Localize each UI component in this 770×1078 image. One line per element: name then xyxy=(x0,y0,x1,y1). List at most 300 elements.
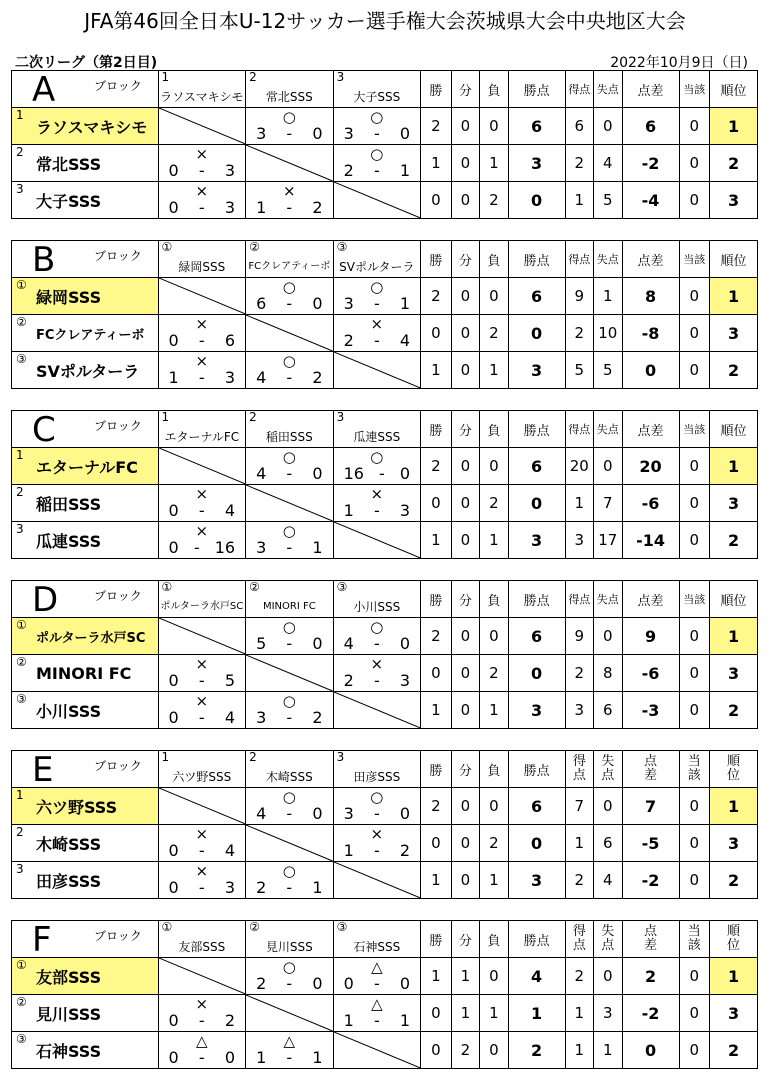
score-against: 1 xyxy=(399,1011,411,1030)
opponent-name: 田彦SSS xyxy=(353,770,401,784)
score-dash: - xyxy=(193,538,200,557)
self-match-cell xyxy=(158,618,246,655)
score-for: 0 xyxy=(168,198,179,217)
team-cell xyxy=(12,692,159,729)
stat-loss: 2 xyxy=(480,485,508,522)
score-against: 1 xyxy=(312,878,323,897)
stat-rank: 1 xyxy=(710,958,758,995)
score-dash: - xyxy=(373,161,380,180)
team-number: ② xyxy=(16,995,27,1009)
block-label-cell xyxy=(12,921,159,958)
opponent-number: 3 xyxy=(336,750,345,764)
score-dash: - xyxy=(198,331,205,350)
score-for: 2 xyxy=(343,161,354,180)
stat-header-gd: 点差 xyxy=(622,71,679,108)
team-number: 1 xyxy=(16,108,24,122)
stat-loss: 2 xyxy=(480,182,508,219)
stat-rank: 2 xyxy=(710,352,758,389)
block-label-cell xyxy=(12,71,159,108)
score-for: 0 xyxy=(168,671,179,690)
stat-ga: 0 xyxy=(594,788,622,825)
team-row xyxy=(12,1032,758,1069)
stat-gd: -6 xyxy=(622,655,679,692)
stat-gd: 7 xyxy=(622,788,679,825)
stat-header-h2h: 当該 xyxy=(679,411,710,448)
stat-points: 1 xyxy=(508,995,565,1032)
team-cell xyxy=(12,958,159,995)
diagonal-line xyxy=(159,788,246,824)
result-symbol: ○ xyxy=(370,618,384,636)
opponent-header xyxy=(246,411,334,448)
match-result-cell xyxy=(158,182,246,219)
match-result-cell xyxy=(158,862,246,899)
score-dash: - xyxy=(373,841,380,860)
score-dash: - xyxy=(373,1011,380,1030)
score-against: 0 xyxy=(399,974,411,993)
opponent-header xyxy=(333,241,421,278)
team-number: ② xyxy=(16,655,27,669)
stat-win: 0 xyxy=(421,825,452,862)
self-match-cell xyxy=(246,655,334,692)
stat-loss: 0 xyxy=(480,958,508,995)
stat-ga: 0 xyxy=(594,958,622,995)
score-against: 16 xyxy=(214,538,236,557)
team-number: 2 xyxy=(16,145,24,159)
stat-header-draw: 分 xyxy=(451,71,479,108)
stat-header-gd: 点 差 xyxy=(622,751,679,788)
stat-ga: 0 xyxy=(594,108,622,145)
result-symbol: ○ xyxy=(370,278,384,296)
score-against: 4 xyxy=(224,501,236,520)
opponent-header xyxy=(246,241,334,278)
stat-gf: 1 xyxy=(565,182,593,219)
block-header-row xyxy=(12,921,758,958)
stat-header-ga: 失点 xyxy=(594,581,622,618)
team-row xyxy=(12,315,758,352)
opponent-name: SVポルターラ xyxy=(339,260,415,274)
stat-draw: 0 xyxy=(451,352,479,389)
block-word: ブロック xyxy=(94,589,142,603)
stat-header-win: 勝 xyxy=(421,751,452,788)
opponent-number: ③ xyxy=(336,920,348,934)
match-score xyxy=(159,879,246,897)
team-row xyxy=(12,448,758,485)
stat-draw: 2 xyxy=(451,1032,479,1069)
team-row xyxy=(12,108,758,145)
match-score xyxy=(159,332,246,350)
stat-win: 0 xyxy=(421,995,452,1032)
stat-draw: 1 xyxy=(451,958,479,995)
team-cell xyxy=(12,315,159,352)
score-against: 6 xyxy=(224,331,236,350)
stat-header-ga: 失 点 xyxy=(594,751,622,788)
score-for: 4 xyxy=(343,634,354,653)
result-symbol: ○ xyxy=(370,788,384,806)
stat-points: 6 xyxy=(508,108,565,145)
team-number: 3 xyxy=(16,522,24,536)
stat-draw: 0 xyxy=(451,315,479,352)
team-row xyxy=(12,862,758,899)
score-for: 0 xyxy=(168,538,179,557)
team-row xyxy=(12,825,758,862)
opponent-name: ポルターラ水戸SC xyxy=(160,601,244,612)
match-result-cell xyxy=(246,522,334,559)
stat-draw: 0 xyxy=(451,692,479,729)
result-symbol: ○ xyxy=(370,108,384,126)
self-match-cell xyxy=(333,522,421,559)
stat-ga: 6 xyxy=(594,825,622,862)
stat-header-points: 勝点 xyxy=(508,411,565,448)
team-cell xyxy=(12,788,159,825)
stat-header-rank: 順位 xyxy=(710,411,758,448)
stat-gd: 9 xyxy=(622,618,679,655)
stat-win: 0 xyxy=(421,485,452,522)
result-symbol: ○ xyxy=(370,145,384,163)
opponent-header xyxy=(333,921,421,958)
score-dash: - xyxy=(198,841,205,860)
self-match-cell xyxy=(246,995,334,1032)
diagonal-line xyxy=(159,448,246,484)
match-score xyxy=(334,635,421,653)
score-dash: - xyxy=(198,198,205,217)
block-word: ブロック xyxy=(94,419,142,433)
stat-gd: 2 xyxy=(622,958,679,995)
diagonal-line xyxy=(159,108,246,144)
score-dash: - xyxy=(198,161,205,180)
score-against: 2 xyxy=(312,708,323,727)
stat-win: 2 xyxy=(421,618,452,655)
opponent-header xyxy=(246,921,334,958)
diagonal-line xyxy=(246,655,333,691)
team-row xyxy=(12,995,758,1032)
match-score xyxy=(246,369,333,387)
match-score xyxy=(246,295,333,313)
stat-points: 0 xyxy=(508,182,565,219)
result-symbol: ○ xyxy=(282,788,296,806)
stat-h2h: 0 xyxy=(679,825,710,862)
score-for: 3 xyxy=(343,294,354,313)
stat-h2h: 0 xyxy=(679,618,710,655)
diagonal-line xyxy=(246,485,333,521)
diagonal-line xyxy=(246,825,333,861)
match-result-cell xyxy=(333,108,421,145)
stat-loss: 1 xyxy=(480,145,508,182)
team-number: 3 xyxy=(16,182,24,196)
score-dash: - xyxy=(286,538,293,557)
block-letter: E xyxy=(32,750,54,788)
opponent-name: 常北SSS xyxy=(265,90,313,104)
match-score xyxy=(246,1049,333,1067)
stat-header-rank: 順位 xyxy=(710,581,758,618)
self-match-cell xyxy=(158,278,246,315)
team-number: ① xyxy=(16,278,27,292)
score-for: 1 xyxy=(168,368,179,387)
self-match-cell xyxy=(158,958,246,995)
score-for: 3 xyxy=(256,124,267,143)
block-table-a xyxy=(11,70,758,219)
stat-draw: 0 xyxy=(451,522,479,559)
score-against: 0 xyxy=(312,634,323,653)
stat-loss: 0 xyxy=(480,108,508,145)
result-symbol: × xyxy=(195,995,209,1013)
match-score xyxy=(334,805,421,823)
opponent-header xyxy=(333,411,421,448)
team-cell xyxy=(12,522,159,559)
match-score xyxy=(334,332,421,350)
team-number: ③ xyxy=(16,352,27,366)
score-against: 2 xyxy=(399,841,411,860)
score-against: 3 xyxy=(224,161,236,180)
score-dash: - xyxy=(373,294,380,313)
score-against: 1 xyxy=(312,1048,323,1067)
score-for: 0 xyxy=(168,501,179,520)
stat-header-points: 勝点 xyxy=(508,71,565,108)
team-name: SVポルターラ xyxy=(36,361,140,381)
score-for: 1 xyxy=(256,198,267,217)
stat-header-win: 勝 xyxy=(421,581,452,618)
opponent-header xyxy=(158,921,246,958)
team-cell xyxy=(12,182,159,219)
team-number: 1 xyxy=(16,788,24,802)
score-for: 6 xyxy=(256,294,267,313)
diagonal-line xyxy=(246,315,333,351)
score-dash: - xyxy=(198,501,205,520)
self-match-cell xyxy=(333,692,421,729)
stat-points: 3 xyxy=(508,692,565,729)
stat-points: 0 xyxy=(508,655,565,692)
opponent-number: 3 xyxy=(336,70,345,84)
stat-header-ga: 失点 xyxy=(594,71,622,108)
match-result-cell xyxy=(333,315,421,352)
team-cell xyxy=(12,448,159,485)
stat-h2h: 0 xyxy=(679,145,710,182)
score-against: 0 xyxy=(399,804,411,823)
stat-header-gf: 得 点 xyxy=(565,751,593,788)
stat-points: 6 xyxy=(508,618,565,655)
opponent-name: 瓜連SSS xyxy=(353,430,401,444)
block-header-row xyxy=(12,71,758,108)
stat-header-gf: 得点 xyxy=(565,411,593,448)
opponent-number: 2 xyxy=(249,410,257,424)
match-result-cell xyxy=(333,278,421,315)
stat-gd: 8 xyxy=(622,278,679,315)
date-label: 2022年10月9日（日) xyxy=(610,55,748,71)
stat-points: 3 xyxy=(508,352,565,389)
team-name: 大子SSS xyxy=(36,191,102,211)
self-match-cell xyxy=(333,1032,421,1069)
score-against: 1 xyxy=(399,161,411,180)
diagonal-line xyxy=(334,352,421,388)
stat-points: 0 xyxy=(508,485,565,522)
score-for: 0 xyxy=(343,974,354,993)
stat-gd: -4 xyxy=(622,182,679,219)
team-name: 稲田SSS xyxy=(36,494,102,514)
result-symbol: ○ xyxy=(370,448,384,466)
score-for: 4 xyxy=(256,464,267,483)
result-symbol: × xyxy=(195,182,209,200)
self-match-cell xyxy=(333,352,421,389)
stat-gd: 0 xyxy=(622,352,679,389)
diagonal-line xyxy=(159,278,246,314)
score-for: 0 xyxy=(168,878,179,897)
score-dash: - xyxy=(373,501,380,520)
stat-win: 1 xyxy=(421,145,452,182)
stat-header-h2h: 当該 xyxy=(679,241,710,278)
diagonal-line xyxy=(334,692,421,728)
team-name: 石神SSS xyxy=(36,1041,102,1061)
match-result-cell xyxy=(158,315,246,352)
match-score xyxy=(334,465,421,483)
stat-draw: 0 xyxy=(451,655,479,692)
match-result-cell xyxy=(158,1032,246,1069)
stat-h2h: 0 xyxy=(679,1032,710,1069)
stat-gd: -8 xyxy=(622,315,679,352)
result-symbol: ○ xyxy=(282,352,296,370)
stat-header-draw: 分 xyxy=(451,921,479,958)
opponent-number: ① xyxy=(161,240,173,254)
stat-rank: 1 xyxy=(710,278,758,315)
stat-rank: 3 xyxy=(710,655,758,692)
self-match-cell xyxy=(246,315,334,352)
score-dash: - xyxy=(286,368,293,387)
stat-gd: 20 xyxy=(622,448,679,485)
stat-draw: 0 xyxy=(451,862,479,899)
stat-gf: 7 xyxy=(565,788,593,825)
match-result-cell xyxy=(246,862,334,899)
stat-ga: 6 xyxy=(594,692,622,729)
result-symbol: ○ xyxy=(282,108,296,126)
stat-ga: 4 xyxy=(594,145,622,182)
result-symbol: ○ xyxy=(282,692,296,710)
stat-loss: 1 xyxy=(480,692,508,729)
block-letter: A xyxy=(32,70,56,108)
opponent-name: 石神SSS xyxy=(353,940,401,954)
stat-header-gf: 得 点 xyxy=(565,921,593,958)
opponent-name: FCクレアティーボ xyxy=(248,261,331,272)
block-word: ブロック xyxy=(94,759,142,773)
match-result-cell xyxy=(333,145,421,182)
team-name: ラソスマキシモ xyxy=(36,117,148,137)
stat-rank: 1 xyxy=(710,788,758,825)
match-result-cell xyxy=(333,958,421,995)
block-header-row xyxy=(12,751,758,788)
stat-draw: 1 xyxy=(451,995,479,1032)
stat-gf: 1 xyxy=(565,485,593,522)
score-dash: - xyxy=(198,671,205,690)
stat-h2h: 0 xyxy=(679,522,710,559)
match-result-cell xyxy=(246,448,334,485)
score-for: 2 xyxy=(343,331,354,350)
score-against: 4 xyxy=(399,331,411,350)
stat-win: 0 xyxy=(421,182,452,219)
block-header-row xyxy=(12,581,758,618)
stat-header-h2h: 当該 xyxy=(679,581,710,618)
match-score xyxy=(159,162,246,180)
match-result-cell xyxy=(246,958,334,995)
match-result-cell xyxy=(333,448,421,485)
match-score xyxy=(334,162,421,180)
stat-gd: -6 xyxy=(622,485,679,522)
opponent-number: 2 xyxy=(249,70,257,84)
stat-h2h: 0 xyxy=(679,995,710,1032)
result-symbol: △ xyxy=(196,1032,208,1050)
stat-points: 0 xyxy=(508,825,565,862)
score-against: 3 xyxy=(224,878,236,897)
score-for: 0 xyxy=(168,708,179,727)
block-letter: C xyxy=(32,410,56,448)
self-match-cell xyxy=(246,825,334,862)
stat-rank: 2 xyxy=(710,145,758,182)
score-against: 0 xyxy=(312,464,323,483)
team-number: 1 xyxy=(16,448,24,462)
stat-header-ga: 失 点 xyxy=(594,921,622,958)
stat-header-h2h: 当該 xyxy=(679,71,710,108)
match-result-cell xyxy=(333,825,421,862)
stat-loss: 0 xyxy=(480,278,508,315)
opponent-number: ② xyxy=(249,920,260,934)
stat-gf: 2 xyxy=(565,862,593,899)
score-against: 2 xyxy=(312,368,323,387)
opponent-header xyxy=(333,71,421,108)
stat-gf: 3 xyxy=(565,522,593,559)
stat-header-loss: 負 xyxy=(480,411,508,448)
stat-win: 2 xyxy=(421,448,452,485)
score-against: 0 xyxy=(312,124,323,143)
opponent-name: 緑岡SSS xyxy=(178,260,226,274)
match-result-cell xyxy=(246,692,334,729)
score-dash: - xyxy=(286,198,293,217)
block-word: ブロック xyxy=(94,249,142,263)
score-for: 2 xyxy=(256,974,267,993)
opponent-name: 木崎SSS xyxy=(265,770,313,784)
stat-gf: 6 xyxy=(565,108,593,145)
stat-header-gd: 点 差 xyxy=(622,921,679,958)
opponent-number: 1 xyxy=(161,410,170,424)
team-row xyxy=(12,655,758,692)
stat-ga: 5 xyxy=(594,182,622,219)
score-dash: - xyxy=(286,878,293,897)
stat-header-loss: 負 xyxy=(480,241,508,278)
score-against: 4 xyxy=(224,841,236,860)
match-result-cell xyxy=(333,995,421,1032)
block-header-row xyxy=(12,411,758,448)
self-match-cell xyxy=(158,448,246,485)
score-dash: - xyxy=(286,634,293,653)
stat-header-gd: 点差 xyxy=(622,411,679,448)
opponent-header xyxy=(158,581,246,618)
self-match-cell xyxy=(333,182,421,219)
self-match-cell xyxy=(158,788,246,825)
stat-loss: 0 xyxy=(480,1032,508,1069)
team-name: 小川SSS xyxy=(36,701,102,721)
stat-header-rank: 順位 xyxy=(710,241,758,278)
opponent-header xyxy=(158,241,246,278)
block-header-row xyxy=(12,241,758,278)
stat-points: 3 xyxy=(508,145,565,182)
stat-header-gf: 得点 xyxy=(565,71,593,108)
team-number: ① xyxy=(16,958,27,972)
match-score xyxy=(246,975,333,993)
stat-header-win: 勝 xyxy=(421,921,452,958)
opponent-number: ② xyxy=(249,580,260,594)
match-result-cell xyxy=(246,618,334,655)
stat-rank: 3 xyxy=(710,485,758,522)
opponent-number: 1 xyxy=(161,750,170,764)
match-score xyxy=(334,502,421,520)
stat-gd: -2 xyxy=(622,995,679,1032)
diagonal-line xyxy=(334,1032,421,1068)
team-name: 田彦SSS xyxy=(36,871,102,891)
